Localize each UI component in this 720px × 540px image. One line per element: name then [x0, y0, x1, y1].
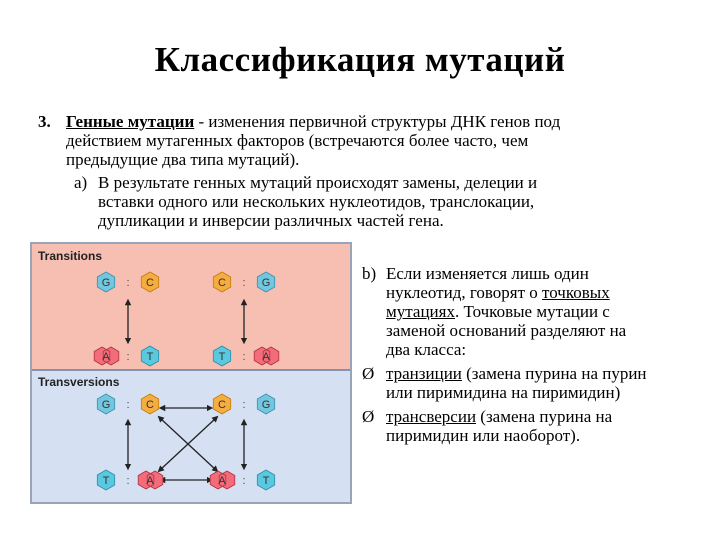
nucleotide-A	[254, 347, 279, 365]
slide-title: Классификация мутаций	[154, 40, 566, 79]
pair-separator: :	[126, 475, 130, 487]
item-a-line2: вставки одного или нескольких нуклеотидов, транслокации,	[98, 192, 535, 211]
nucleotide-letter: A	[146, 475, 154, 487]
bullet-transitions-line1	[386, 364, 647, 383]
nucleotide-letter: C	[218, 399, 226, 411]
item-b-line3-rest: . Точковые мутации с	[454, 302, 610, 321]
bullet-transversions-line2: пиримидин или наоборот).	[386, 426, 581, 445]
nucleotide-letter: G	[261, 277, 271, 289]
bullet-arrow-icon: Ø	[362, 364, 375, 383]
pair-separator: :	[126, 351, 130, 363]
item-a-line3: дупликации и инверсии различных частей гена.	[98, 211, 444, 230]
nucleotide-letter: C	[146, 277, 154, 289]
bullet-transversions-rest: (замена пурина на	[476, 407, 613, 426]
pair-separator: :	[242, 351, 246, 363]
nucleotide-letter: T	[218, 351, 226, 363]
item-3-number: 3.	[38, 112, 51, 131]
item-b-marker: b)	[362, 264, 377, 283]
nucleotide-letter: C	[146, 399, 154, 411]
item-b-line3	[386, 302, 610, 321]
diagram-svg	[32, 244, 350, 502]
nucleotide-letter: A	[218, 475, 226, 487]
nucleotide-letter: G	[261, 399, 271, 411]
item-b-line1: Если изменяется лишь один	[386, 264, 589, 283]
nucleotide-letter: T	[102, 475, 110, 487]
pair-separator: :	[242, 399, 246, 411]
point-mutations-term-2: мутациях	[386, 302, 455, 321]
nucleotide-A	[94, 347, 119, 365]
bullet-transversions-line1	[386, 407, 612, 426]
nucleotide-A	[138, 471, 163, 489]
transversions-label: Transversions	[38, 375, 120, 389]
item-3-line1-rest: - изменения первичной структуры ДНК генов под	[194, 112, 561, 131]
item-3-line3: предыдущие два типа мутаций).	[66, 150, 300, 169]
transversions-term: трансверсии	[386, 407, 477, 426]
pair-separator: :	[242, 475, 246, 487]
transitions-term: транзиции	[386, 364, 462, 383]
nucleotide-letter: G	[101, 277, 111, 289]
nucleotide-letter: T	[146, 351, 154, 363]
nucleotide-letter: A	[102, 351, 110, 363]
bullet-transitions-line2: или пиримидина на пиримидин)	[386, 383, 621, 402]
nucleotide-letter: G	[101, 399, 111, 411]
item-a-marker: a)	[74, 173, 88, 192]
gene-mutations-term: Генные мутации	[66, 112, 195, 131]
nucleotide-letter: A	[262, 351, 270, 363]
transitions-label: Transitions	[38, 249, 103, 263]
nucleotide-letter: T	[262, 475, 270, 487]
nucleotide-letter: C	[218, 277, 226, 289]
transversions-panel	[32, 370, 350, 502]
item-b-line2-pre: нуклеотид, говорят о	[386, 283, 543, 302]
item-3-line2: действием мутагенных факторов (встречаются более часто, чем	[66, 131, 529, 150]
bullet-transitions-rest: (замена пурина на пурин	[461, 364, 647, 383]
bullet-arrow-icon: Ø	[362, 407, 375, 426]
item-a-line1: В результате генных мутаций происходят замены, делеции и	[98, 173, 538, 192]
point-mutation-diagram	[30, 242, 352, 504]
pair-separator: :	[126, 399, 130, 411]
item-b-line5: два класса:	[386, 340, 467, 359]
item-3-line1	[66, 112, 560, 131]
item-b-line2	[386, 283, 610, 302]
pair-separator: :	[126, 277, 130, 289]
nucleotide-A	[210, 471, 235, 489]
item-b-line4: заменой оснований разделяют на	[386, 321, 627, 340]
pair-separator: :	[242, 277, 246, 289]
point-mutations-term-1: точковых	[542, 283, 610, 302]
